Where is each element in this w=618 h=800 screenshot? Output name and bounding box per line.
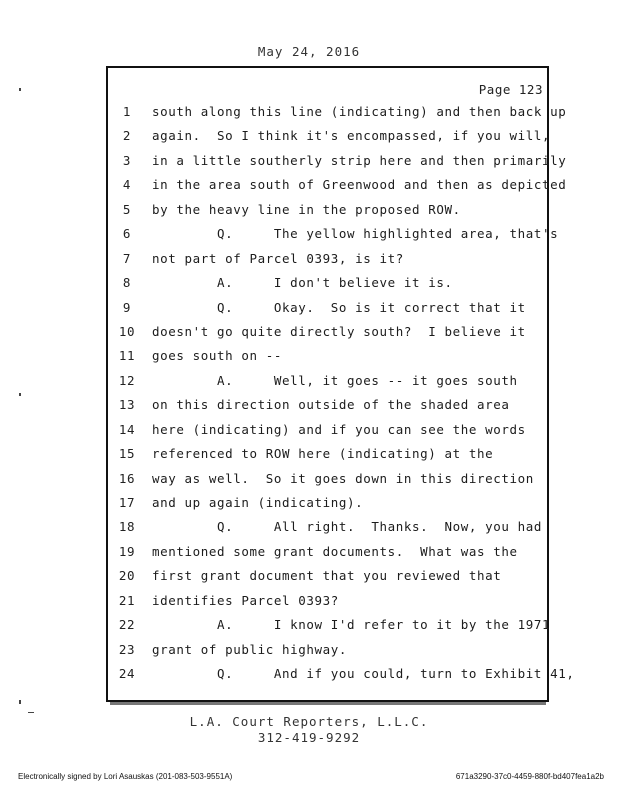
line-text: and up again (indicating). — [152, 495, 364, 510]
line-number: 13 — [118, 397, 136, 413]
line-number: 7 — [122, 250, 132, 266]
line-number: 10 — [118, 323, 136, 339]
line-number: 4 — [122, 177, 132, 193]
line-text: Q. All right. Thanks. Now, you had — [152, 519, 543, 535]
line-number: 22 — [118, 617, 136, 633]
line-text: Q. The yellow highlighted area, that's — [152, 226, 559, 242]
line-number: 6 — [122, 226, 132, 242]
line-number: 24 — [118, 666, 136, 682]
court-reporter-phone: 312-419-9292 — [257, 730, 361, 745]
transcript-line — [108, 540, 547, 564]
line-text: not part of Parcel 0393, is it? — [152, 250, 404, 266]
electronic-signature-note: Electronically signed by Lori Asauskas (201-083-503-9551A) — [18, 772, 233, 781]
line-text: grant of public highway. — [152, 641, 348, 657]
line-text: Q. Okay. So is it correct that it — [152, 299, 526, 315]
transcript-lines — [108, 100, 575, 687]
court-reporter-firm: L.A. Court Reporters, L.L.C. — [189, 714, 429, 729]
transcript-line — [108, 491, 547, 515]
deposition-date: May 24, 2016 — [257, 44, 361, 59]
line-number: 12 — [118, 372, 136, 388]
page-shadow — [110, 702, 546, 705]
transcript-line — [108, 320, 547, 344]
line-text: south along this line (indicating) and then back up — [152, 104, 567, 119]
line-text: identifies Parcel 0393? — [152, 592, 339, 608]
line-text: A. I know I'd refer to it by the 1971 — [152, 617, 551, 633]
transcript-line — [108, 564, 547, 588]
line-text: on this direction outside of the shaded area — [152, 397, 510, 413]
line-number: 8 — [122, 275, 132, 291]
transcript-line — [108, 589, 547, 613]
line-text: A. Well, it goes -- it goes south — [152, 372, 518, 388]
line-text: by the heavy line in the proposed ROW. — [152, 201, 461, 217]
line-number: 15 — [118, 446, 136, 462]
line-number: 19 — [118, 543, 136, 559]
transcript-line — [108, 124, 551, 148]
transcript-line — [108, 344, 547, 368]
scan-speck — [19, 393, 21, 396]
line-text: A. I don't believe it is. — [152, 275, 453, 291]
line-text: doesn't go quite directly south? I believe it — [152, 323, 526, 339]
transcript-line — [108, 393, 547, 417]
line-text: here (indicating) and if you can see the words — [152, 421, 526, 437]
line-text: referenced to ROW here (indicating) at the — [152, 446, 494, 462]
line-number: 20 — [118, 568, 136, 584]
line-text: mentioned some grant documents. What was the — [152, 543, 518, 559]
line-number: 14 — [118, 421, 136, 437]
line-number: 3 — [122, 152, 132, 168]
transcript-line — [108, 467, 547, 491]
scan-speck — [19, 700, 21, 704]
transcript-line — [108, 613, 551, 637]
transcript-line — [108, 515, 547, 539]
transcript-line — [108, 369, 547, 393]
scan-speck — [19, 88, 21, 91]
line-number: 23 — [118, 641, 136, 657]
line-number: 2 — [122, 128, 132, 144]
transcript-line — [108, 222, 559, 246]
line-number: 17 — [118, 495, 136, 510]
line-text: in the area south of Greenwood and then as depicted — [152, 177, 567, 193]
transcript-line — [108, 173, 567, 197]
line-number: 21 — [118, 592, 136, 608]
transcript-line — [108, 198, 547, 222]
line-text: Q. And if you could, turn to Exhibit 41, — [152, 666, 575, 682]
scan-speck — [28, 712, 34, 713]
line-number: 18 — [118, 519, 136, 535]
transcript-line — [108, 638, 547, 662]
line-text: goes south on -- — [152, 348, 283, 364]
line-number: 11 — [118, 348, 136, 364]
line-text: first grant document that you reviewed that — [152, 568, 502, 584]
line-number: 9 — [122, 299, 132, 315]
transcript-line — [108, 662, 575, 686]
transcript-line — [108, 100, 567, 124]
line-text: in a little southerly strip here and then primarily — [152, 152, 567, 168]
transcript-line — [108, 247, 547, 271]
transcript-line — [108, 149, 567, 173]
transcript-page — [106, 66, 575, 702]
transcript-line — [108, 296, 547, 320]
transcript-line — [108, 271, 547, 295]
line-text: again. So I think it's encompassed, if you will, — [152, 128, 551, 144]
line-text: way as well. So it goes down in this direction — [152, 470, 534, 486]
transcript-line — [108, 442, 547, 466]
line-number: 16 — [118, 470, 136, 486]
page-number: Page 123 — [478, 82, 543, 97]
line-number: 1 — [122, 104, 132, 119]
line-number: 5 — [122, 201, 132, 217]
document-id: 671a3290-37c0-4459-880f-bd407fea1a2b — [455, 772, 604, 781]
transcript-line — [108, 418, 547, 442]
